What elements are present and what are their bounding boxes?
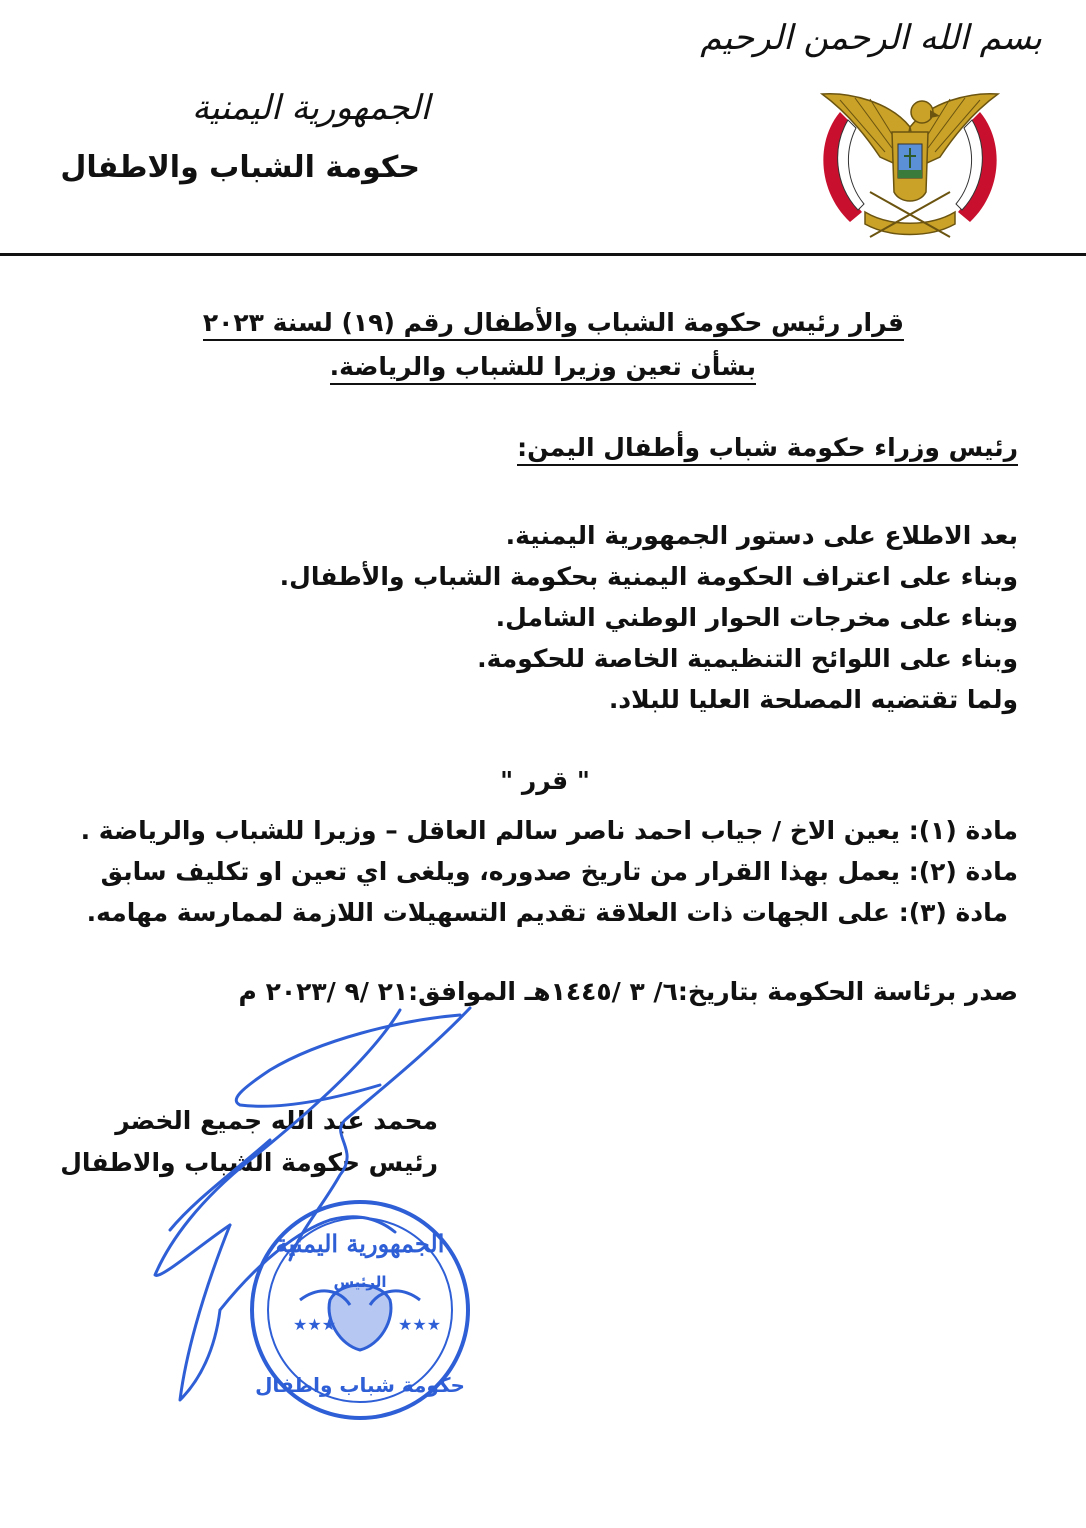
preamble — [100, 515, 1018, 720]
article-2: مادة (٢): يعمل بهذا القرار من تاريخ صدوره، ويلغى اي تعين او تكليف سابق — [100, 857, 1018, 886]
stamp-center-text: الرئيس — [333, 1273, 387, 1291]
signer-block — [60, 1100, 438, 1184]
article-1: مادة (١): يعين الاخ / جياب احمد ناصر سالم العاقل – وزيرا للشباب والرياضة . — [80, 816, 1018, 845]
preamble-line: وبناء على اللوائح التنظيمية الخاصة للحكومة. — [477, 644, 1018, 673]
articles — [80, 810, 1018, 933]
svg-text:★★★: ★★★ — [293, 1315, 337, 1334]
preamble-line: بعد الاطلاع على دستور الجمهورية اليمنية. — [505, 521, 1018, 550]
decree-title-line1: قرار رئيس حكومة الشباب والأطفال رقم (١٩) لسنة ٢٠٢٣ — [203, 308, 904, 341]
article-3: مادة (٣): على الجهات ذات العلاقة تقديم التسهيلات اللازمة لممارسة مهامه. — [86, 898, 1008, 927]
preamble-line: وبناء على مخرجات الحوار الوطني الشامل. — [495, 603, 1018, 632]
official-seal-stamp — [252, 1202, 468, 1418]
decided-heading: " قرر " — [500, 766, 590, 795]
header-divider — [0, 253, 1086, 256]
issue-date: صدر برئاسة الحكومة بتاريخ:٦/ ٣ /١٤٤٥هـ الموافق:٢١ /٩ /٢٠٢٣ م — [238, 977, 1018, 1006]
government-name: حكومة الشباب والاطفال — [60, 150, 420, 185]
stamp-top-text: الجمهورية اليمنية — [275, 1229, 445, 1258]
signer-position: رئيس حكومة الشباب والاطفال — [60, 1148, 438, 1177]
addressee-heading — [100, 433, 1018, 462]
republic-calligraphy: الجمهورية اليمنية — [191, 88, 430, 128]
preamble-line: ولما تقتضيه المصلحة العليا للبلاد. — [608, 685, 1018, 714]
handwritten-signature — [155, 1008, 470, 1400]
yemen-eagle-emblem-icon — [810, 72, 1010, 252]
svg-text:★★★: ★★★ — [398, 1315, 442, 1334]
decree-subject — [100, 352, 756, 381]
decree-title — [100, 308, 904, 337]
decree-title-line2: بشأن تعين وزيرا للشباب والرياضة. — [330, 352, 756, 385]
preamble-line: وبناء على اعتراف الحكومة اليمنية بحكومة الشباب والأطفال. — [279, 562, 1018, 591]
addressee-text: رئيس وزراء حكومة شباب وأطفال اليمن: — [517, 433, 1018, 466]
basmala-calligraphy: بسم الله الرحمن الرحيم — [700, 18, 1042, 58]
stamp-bottom-text: حكومة شباب واطفال — [255, 1373, 465, 1397]
signer-name: محمد عبد الله جميع الخضر — [115, 1106, 438, 1135]
